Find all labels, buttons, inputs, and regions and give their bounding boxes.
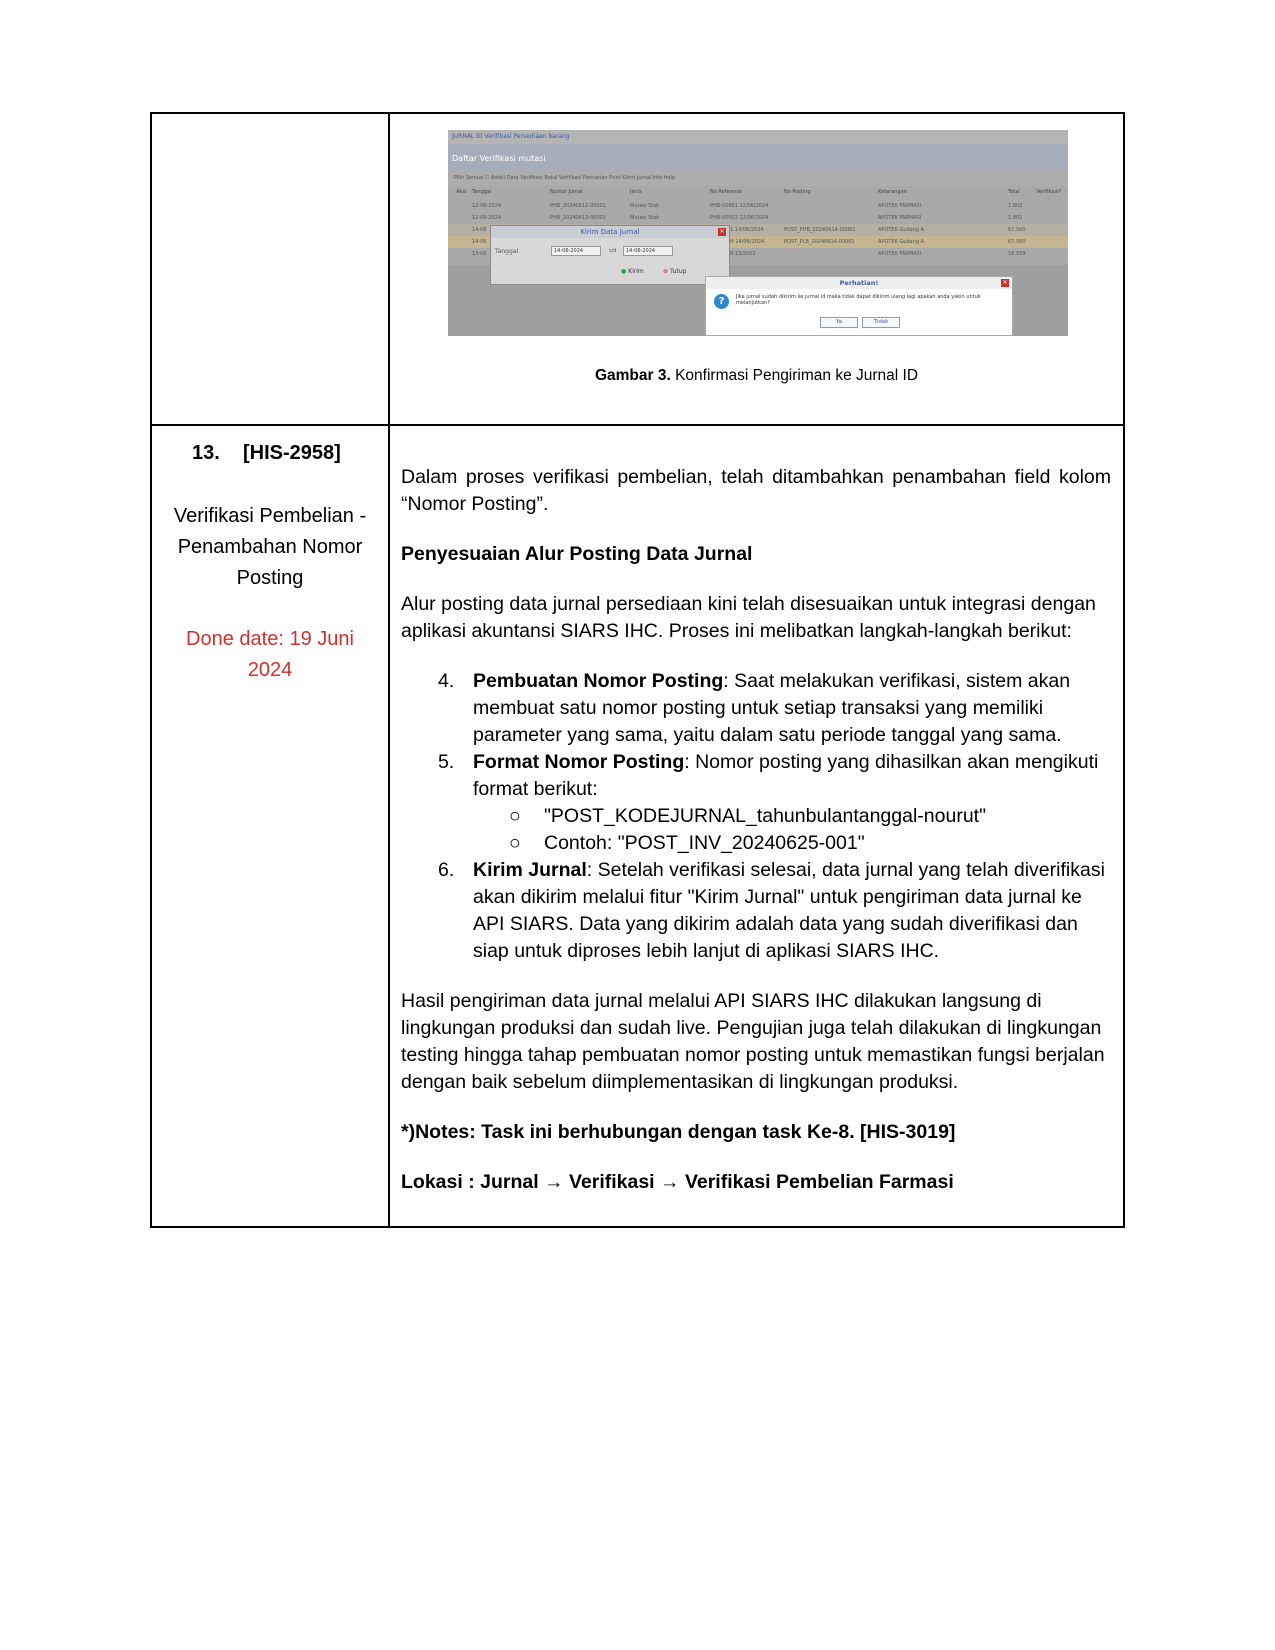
task-number: 13. [192, 442, 220, 464]
close-icon[interactable]: ✕ [719, 228, 725, 235]
table-row: 14-06 1 14/06/2024 POST_PHB_20240614-00001 APOTEK Gudang A 67.560 [448, 224, 1068, 236]
kirim-button[interactable]: ● Kirim [621, 268, 644, 275]
col-header: Keterangan [878, 189, 907, 195]
list-item [438, 857, 1111, 965]
list-item [438, 749, 1111, 857]
figure [390, 114, 1123, 424]
item-term: Pembuatan Nomor Posting [473, 670, 724, 692]
dialog-title: Perhatian! [839, 279, 879, 287]
date-to-input[interactable]: 14-06-2024 [623, 246, 673, 256]
send-icon: ● [621, 268, 627, 275]
tutup-button[interactable]: ⊗ Tutup [663, 268, 687, 275]
format-list [509, 803, 1111, 857]
col-header: No Referensi [710, 189, 742, 195]
task-table [150, 112, 1125, 1228]
figure-cell [389, 113, 1124, 425]
task-heading [152, 442, 388, 466]
col-header: Verifikasi? [1036, 189, 1062, 195]
app-screenshot [448, 130, 1068, 336]
steps-list [438, 668, 1111, 965]
dialog-title: Kirim Data Jurnal [580, 228, 640, 236]
paragraph: Alur posting data jurnal persediaan kini telah disesuaikan untuk integrasi dengan aplikasi akuntansi SIARS IHC. Proses ini melibatkan langkah-langkah berikut: [401, 593, 1096, 642]
kirim-data-jurnal-dialog [490, 225, 730, 285]
item-text: : Saat melakukan verifikasi, sistem akan membuat satu nomor posting untuk setiap transaksi yang memiliki parameter yang sama, yaitu dalam satu periode tanggal yang sama. [473, 670, 1071, 746]
tidak-button[interactable]: Tidak [862, 317, 900, 328]
list-item: ○ "POST_KODEJURNAL_tahunbulantanggal-nourut" [509, 803, 1111, 830]
col-header: Total [1008, 189, 1020, 195]
table-row: 12-06-2024 PHB_20240612-00001 Mutasi Stok PHB-00001 12/06/2024 APOTEK FARMASI 1.802 [472, 203, 1023, 209]
circle-bullet-icon: ○ [509, 805, 521, 827]
confirm-dialog [705, 276, 1013, 336]
tanggal-label: Tanggal [495, 248, 519, 255]
circle-bullet-icon: ○ [509, 832, 521, 854]
question-icon: ? [714, 294, 729, 309]
location: Lokasi : Jurnal → Verifikasi → Verifikasi Pembelian Farmasi [401, 1171, 954, 1193]
confirm-message: Jika jurnal sudah dikirim ke jurnal id maka tidak dapat dikirim ulang lagi apakah anda yakin untuk melanjutkan? [736, 294, 981, 306]
figure-row [151, 113, 1124, 425]
task-row [151, 425, 1124, 1227]
figure-left-cell [151, 113, 389, 425]
task-code: [HIS-2958] [243, 442, 341, 464]
col-header: Nomor Jurnal [550, 189, 583, 195]
col-header: Aksi [456, 189, 467, 195]
col-header: Jenis [630, 189, 642, 195]
figure-caption [390, 367, 1123, 385]
screenshot-table-header [448, 188, 1068, 198]
screenshot-panel-title: Daftar Verifikasi mutasi [448, 144, 1068, 170]
task-done-date: Done date: 19 Juni 2024 [186, 628, 354, 681]
table-row: 14-06 H 14/06/2024 POST_PLB_20240614-00001 APOTEK Gudang A 67.560 [448, 236, 1068, 248]
date-separator: s/d [609, 248, 617, 254]
item-number: 6. [438, 859, 455, 881]
table-row: 12-06-2024 PHB_20240612-00002 Mutasi Stok PHB-00002 12/06/2024 APOTEK FARMASI 1.802 [472, 215, 1023, 221]
table-row: 13-06 8 13/2002 APOTEK FARMASI 18.559 [472, 251, 1026, 257]
close-circle-icon: ⊗ [663, 268, 669, 275]
intro-paragraph: Dalam proses verifikasi pembelian, telah ditambahkan penambahan field kolom “Nomor Posting”. [401, 466, 1111, 515]
screenshot-breadcrumb: JURNAL ID Verifikasi Persediaan barang [448, 130, 1068, 144]
date-from-input[interactable]: 14-06-2024 [551, 246, 601, 256]
section-heading: Penyesuaian Alur Posting Data Jurnal [401, 543, 753, 565]
task-content-cell [389, 425, 1124, 1227]
list-item [438, 668, 1111, 749]
item-number: 5. [438, 751, 455, 773]
screenshot-toolbar: Pilih Semua ☐ Ambil Data Verifikasi Batal Verifikasi Pencarian Print Kirim Jurnal Info Help [448, 170, 1068, 186]
list-item: ○ Contoh: "POST_INV_20240625-001" [509, 830, 1111, 857]
item-term: Format Nomor Posting [473, 751, 685, 773]
col-header: Tanggal [472, 189, 492, 195]
notes: *)Notes: Task ini berhubungan dengan task Ke-8. [HIS-3019] [401, 1121, 956, 1143]
caption-label: Gambar 3. [594, 367, 671, 384]
item-number: 4. [438, 670, 455, 692]
item-text: : Setelah verifikasi selesai, data jurnal yang telah diverifikasi akan dikirim melalui fitur "Kirim Jurnal" untuk pengiriman data jurnal ke API SIARS. Data yang dikirim adalah data yang sudah diverifikasi dan siap untuk diproses lebih lanjut di aplikasi SIARS IHC. [473, 859, 1105, 962]
caption-text: Konfirmasi Pengiriman ke Jurnal ID [670, 367, 919, 384]
item-text: : Nomor posting yang dihasilkan akan mengikuti format berikut: [473, 751, 1099, 800]
item-term: Kirim Jurnal [473, 859, 587, 881]
task-title: Verifikasi Pembelian - Penambahan Nomor Posting [173, 505, 367, 589]
task-left-cell [151, 425, 389, 1227]
ya-button[interactable]: Ya [820, 317, 858, 328]
col-header: No Posting [784, 189, 811, 195]
close-icon[interactable]: ✕ [1002, 279, 1008, 286]
paragraph: Hasil pengiriman data jurnal melalui API SIARS IHC dilakukan langsung di lingkungan produksi dan sudah live. Pengujian juga telah dilakukan di lingkungan testing hingga tahap pembuatan nomor posting untuk memastikan fungsi berjalan dengan baik sebelum diimplementasikan di lingkungan produksi. [401, 990, 1105, 1093]
